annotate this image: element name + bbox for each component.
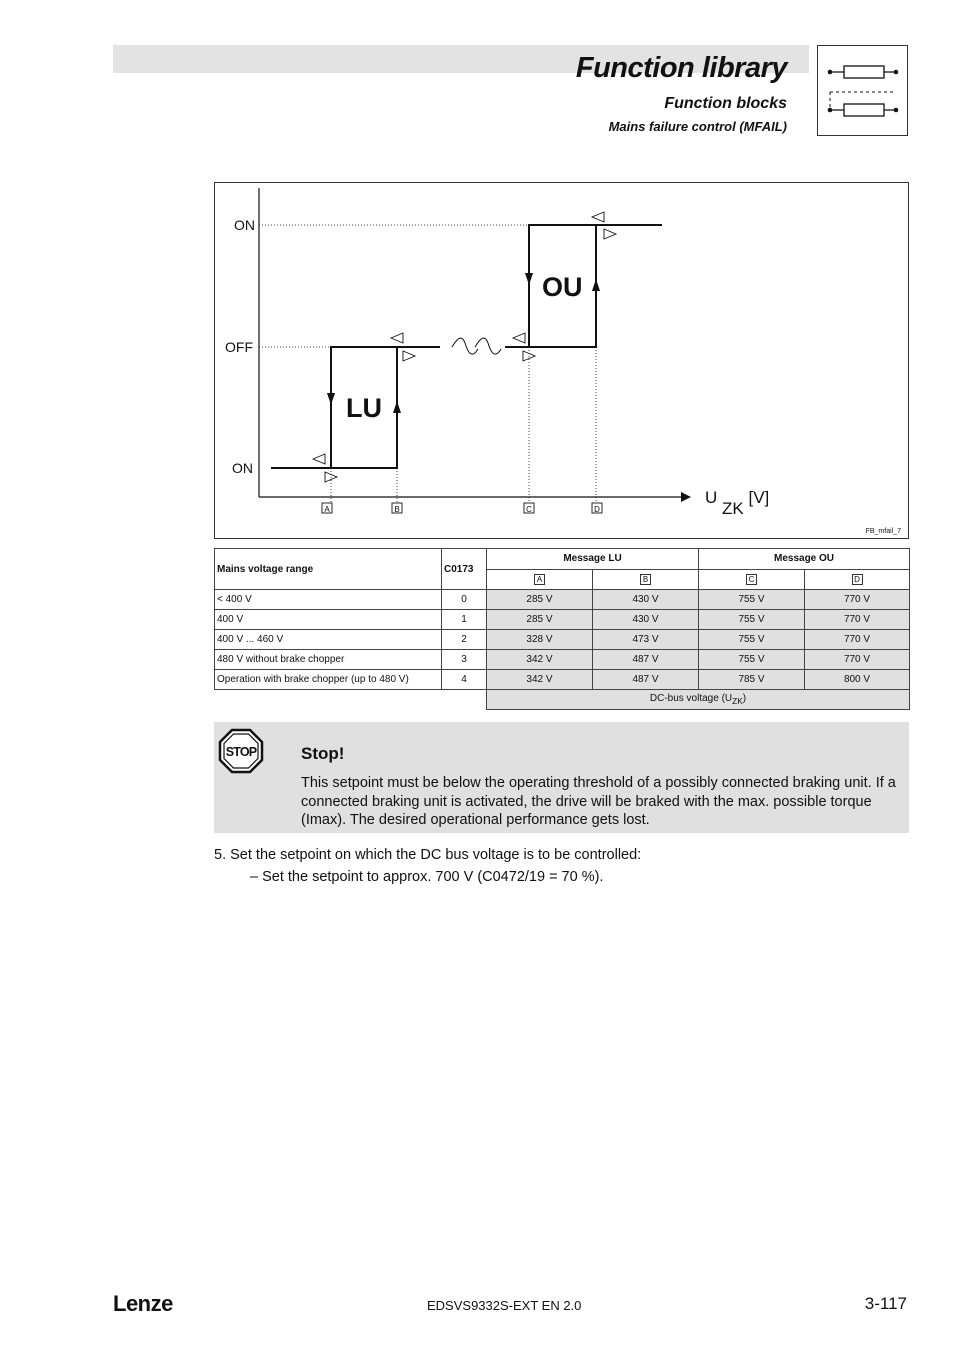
header-marker-b xyxy=(593,569,699,590)
cell-b: 487 V xyxy=(593,670,699,690)
axis-label-main: U xyxy=(705,488,718,507)
page-number: 3-117 xyxy=(864,1294,907,1313)
level-label-on-bottom: ON xyxy=(232,460,253,476)
cell-range: 400 V ... 460 V xyxy=(215,630,442,650)
page-title: Function library xyxy=(575,52,787,84)
step-subitem: – Set the setpoint to approx. 700 V (C0472/19 = 70 %). xyxy=(250,869,604,885)
table-footer-row xyxy=(215,690,910,710)
cell-code: 1 xyxy=(442,610,487,630)
section-subsubtitle: Mains failure control (MFAIL) xyxy=(608,119,787,134)
cell-range: Operation with brake chopper (up to 480 V) xyxy=(215,670,442,690)
cell-code: 4 xyxy=(442,670,487,690)
cell-b: 430 V xyxy=(593,590,699,610)
voltage-threshold-table xyxy=(214,548,910,710)
marker-c: C xyxy=(526,505,532,514)
caption-subscript: ZK xyxy=(732,696,743,706)
cell-c: 755 V xyxy=(699,590,805,610)
cell-code: 2 xyxy=(442,630,487,650)
table-row xyxy=(215,630,910,650)
cell-range: 480 V without brake chopper xyxy=(215,650,442,670)
cell-a: 328 V xyxy=(487,630,593,650)
header-message-ou: Message OU xyxy=(699,549,910,570)
axis-label-unit: [V] xyxy=(748,488,770,507)
header-c0173: C0173 xyxy=(442,549,487,590)
function-block-icon xyxy=(817,45,908,136)
cell-d: 770 V xyxy=(805,650,910,670)
cell-b: 473 V xyxy=(593,630,699,650)
header-marker-c xyxy=(699,569,805,590)
table-row xyxy=(215,590,910,610)
stop-icon-text: STOP xyxy=(225,745,257,759)
block-label-lu: LU xyxy=(346,393,382,423)
cell-code: 3 xyxy=(442,650,487,670)
table-row xyxy=(215,610,910,630)
cell-b: 430 V xyxy=(593,610,699,630)
cell-range: < 400 V xyxy=(215,590,442,610)
header-message-lu: Message LU xyxy=(487,549,699,570)
step-item: 5. Set the setpoint on which the DC bus voltage is to be controlled: xyxy=(214,847,642,863)
cell-a: 342 V xyxy=(487,650,593,670)
block-label-ou: OU xyxy=(542,272,583,302)
cell-c: 755 V xyxy=(699,650,805,670)
step-list xyxy=(214,844,904,888)
cell-a: 285 V xyxy=(487,590,593,610)
marker-b-label: B xyxy=(640,574,651,585)
cell-d: 770 V xyxy=(805,630,910,650)
stop-text: This setpoint must be below the operating threshold of a possibly connected braking unit. If a connected braking unit is activated, the drive will be braked with the max. possible torque (Imax). The desired operational performance gets lost. xyxy=(301,775,896,828)
cell-d: 800 V xyxy=(805,670,910,690)
caption-suffix: ) xyxy=(742,693,747,704)
dc-bus-voltage-caption xyxy=(487,690,910,710)
header-marker-a xyxy=(487,569,593,590)
header-mains-voltage-range: Mains voltage range xyxy=(215,549,442,590)
table-row xyxy=(215,670,910,690)
marker-a-label: A xyxy=(534,574,545,585)
brand-logo: Lenze xyxy=(113,1291,173,1316)
cell-d: 770 V xyxy=(805,610,910,630)
cell-code: 0 xyxy=(442,590,487,610)
cell-a: 285 V xyxy=(487,610,593,630)
table-row xyxy=(215,650,910,670)
figure-id: FB_mfail_7 xyxy=(865,528,901,535)
cell-c: 755 V xyxy=(699,630,805,650)
hysteresis-diagram xyxy=(214,182,909,539)
cell-a: 342 V xyxy=(487,670,593,690)
empty-cell xyxy=(215,690,487,710)
cell-range: 400 V xyxy=(215,610,442,630)
header-marker-d xyxy=(805,569,910,590)
document-id: EDSVS9332S-EXT EN 2.0 xyxy=(427,1298,582,1313)
stop-note xyxy=(214,722,909,833)
marker-b: B xyxy=(394,505,400,514)
table-header-row xyxy=(215,549,910,570)
axis-label xyxy=(705,488,769,518)
cell-c: 755 V xyxy=(699,610,805,630)
marker-d-label: D xyxy=(852,574,863,585)
axis-label-subscript: ZK xyxy=(722,499,744,518)
stop-sign-icon xyxy=(218,728,264,774)
marker-d: D xyxy=(594,505,600,514)
marker-a: A xyxy=(324,505,330,514)
cell-b: 487 V xyxy=(593,650,699,670)
level-label-off: OFF xyxy=(225,339,253,355)
stop-title: Stop! xyxy=(301,744,345,763)
marker-c-label: C xyxy=(746,574,757,585)
caption-prefix: DC-bus voltage (U xyxy=(649,693,733,704)
cell-d: 770 V xyxy=(805,590,910,610)
level-label-on-top: ON xyxy=(234,217,255,233)
section-subtitle: Function blocks xyxy=(664,95,787,112)
cell-c: 785 V xyxy=(699,670,805,690)
